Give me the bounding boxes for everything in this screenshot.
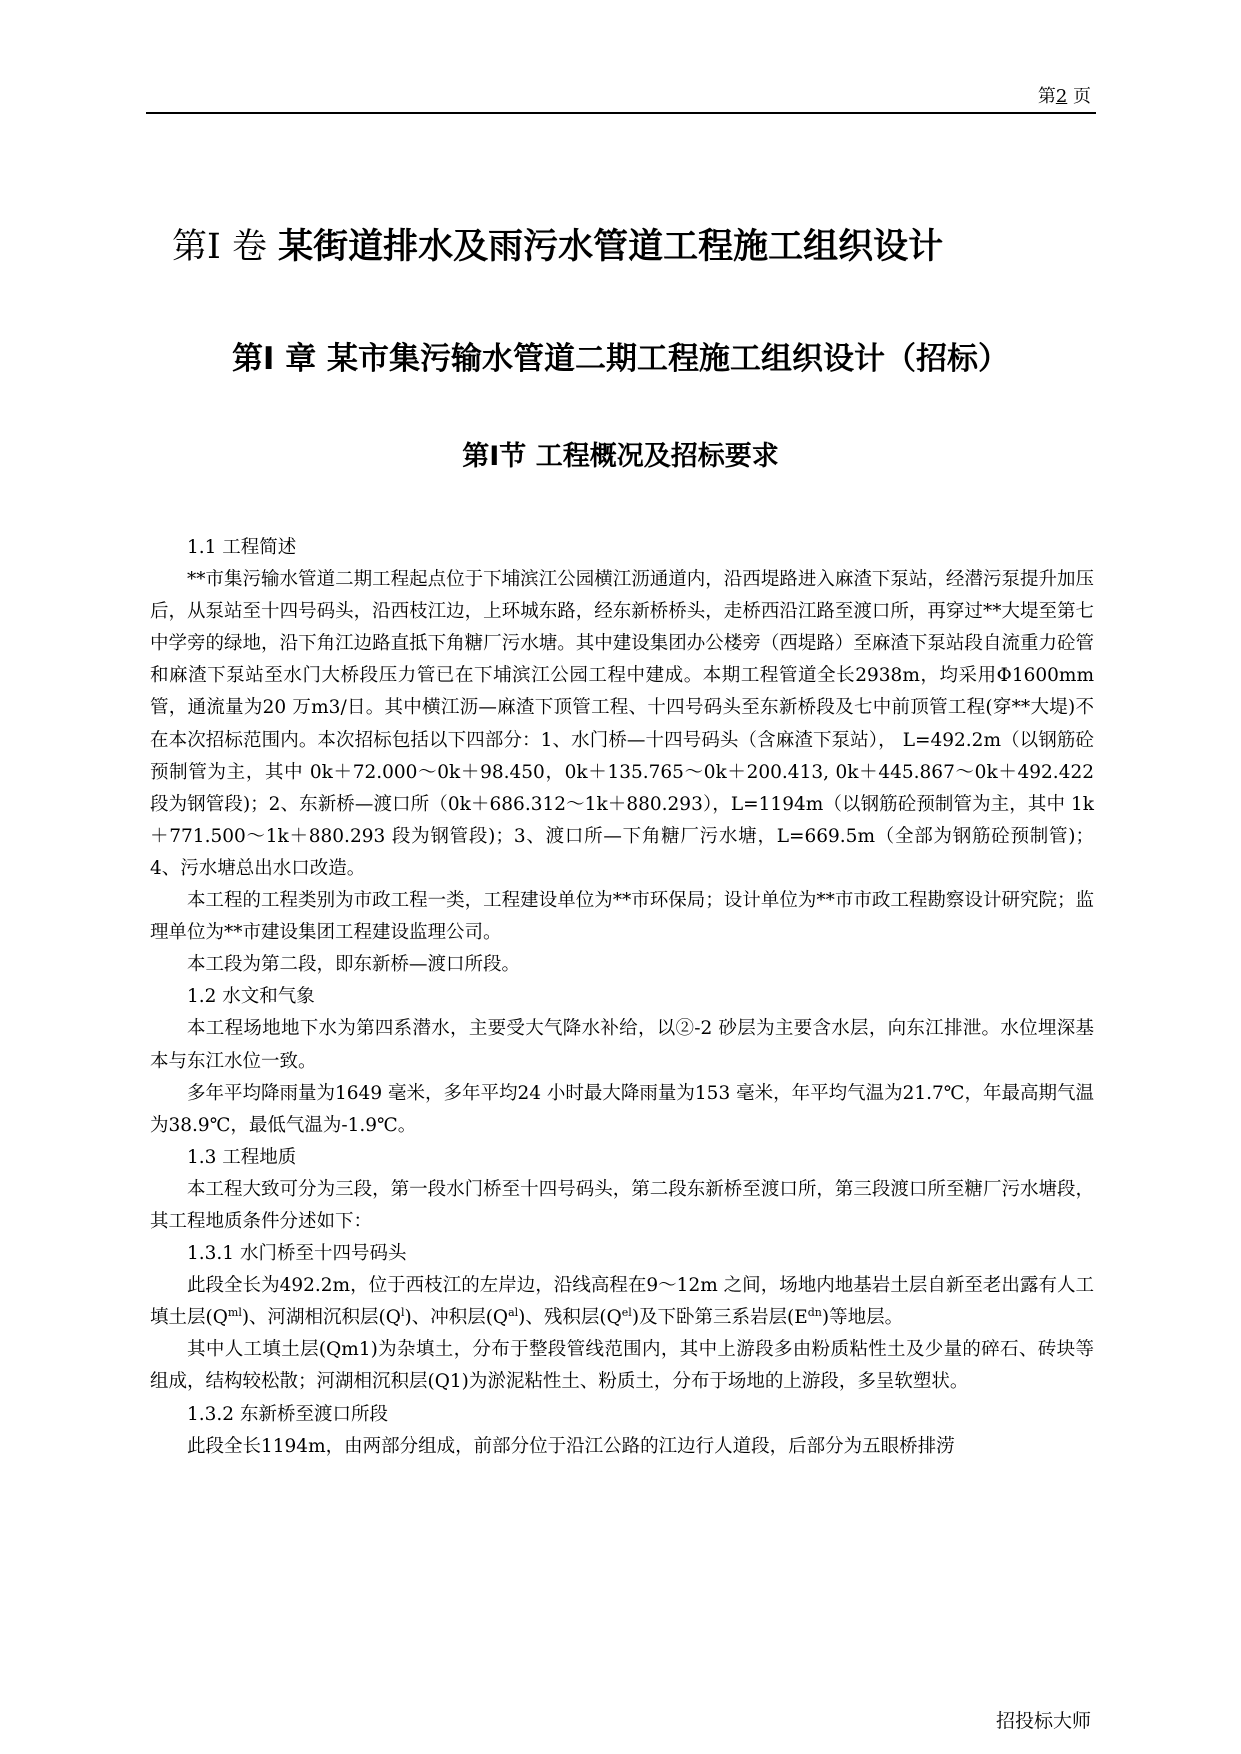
overview-paragraph: **市集污输水管道二期工程起点位于下埔滨江公园横江沥通道内，沿西堤路进入麻渣下泵站，经潜污泵提升加压后，从泵站至十四号码头，沿西枝江边，上环城东路，经东新桥桥头，走桥西沿江路至渡口所，再穿过**大堤至第七中学旁的绿地，沿下角江边路直抵下角糖厂污水塘。其中建设集团办公楼旁（西堤路）至麻渣下泵站段自流重力砼管和麻渣下泵站至水门大桥段压力管已在下埔滨江公园工程中建成。本期工程管道全长2938m，均采用Φ1600mm 管，通流量为20 万m3/日。其中横江沥—麻渣下顶管工程、十四号码头至东新桥段及七中前顶管工程(穿**大堤)不在本次招标范围内。本次招标包括以下四部分：1、水门桥—十四号码头（含麻渣下泵站）， L=492.2m（以钢筋砼预制管为主，其中 0k＋72.000～0k＋98.450，0k＋135.765～0k＋200.413, 0k＋445.867～0k＋492.422 段为钢管段)；2、东新桥—渡口所（0k＋686.312～1k＋880.293），L=1194m（以钢筋砼预制管为主，其中 1k＋771.500～1k＋880.293 段为钢管段)；3、渡口所—下角糖厂污水塘，L=669.5m（全部为钢筋砼预制管)；4、污水塘总出水口改造。 bbox=[150, 569, 1094, 879]
strata-sup-1: ml bbox=[227, 1306, 242, 1320]
subsection-1-3-2-heading: 1.3.2 东新桥至渡口所段 bbox=[187, 1403, 388, 1425]
subsection-1-2-heading: 1.2 水文和气象 bbox=[187, 986, 315, 1008]
strata-sup-2: l bbox=[400, 1306, 405, 1320]
dongxin-segment-paragraph: 此段全长1194m，由两部分组成，前部分位于沿江公路的江边行人道段，后部分为五眼桥排涝 bbox=[187, 1435, 955, 1457]
strata-text-3: )、冲积层(Q bbox=[404, 1307, 509, 1329]
strata-text-1: 此段全长为492.2m，位于西枝江的左岸边，沿线高程在9～12m 之间，场地内地基岩土层自新至老出露有人工填土层(Q bbox=[150, 1275, 1094, 1329]
strata-sup-3: al bbox=[508, 1306, 519, 1320]
page-number-value: 2 bbox=[1055, 86, 1068, 107]
volume-number: 第I 卷 bbox=[172, 227, 279, 267]
chapter-heading: 第I 章 某市集污输水管道二期工程施工组织设计（招标） bbox=[231, 341, 1010, 377]
volume-title: 某街道排水及雨污水管道工程施工组织设计 bbox=[278, 227, 944, 267]
header-rule bbox=[146, 112, 1096, 114]
footer-label: 招投标大师 bbox=[995, 1710, 1091, 1732]
strata-text-5: )及下卧第三系岩层(E bbox=[631, 1307, 808, 1329]
strata-sup-4: el bbox=[621, 1306, 632, 1320]
document-body bbox=[150, 532, 1094, 1463]
strata-text-4: )、残积层(Q bbox=[518, 1307, 622, 1329]
climate-paragraph: 多年平均降雨量为1649 毫米，多年平均24 小时最大降雨量为153 毫米，年平均气温为21.7℃，年最高期气温为38.9℃，最低气温为-1.9℃。 bbox=[150, 1082, 1094, 1136]
subsection-1-3-1-heading: 1.3.1 水门桥至十四号码头 bbox=[187, 1243, 407, 1265]
page-number-suffix: 页 bbox=[1067, 86, 1091, 107]
section-heading: 第I节 工程概况及招标要求 bbox=[462, 441, 779, 472]
parties-paragraph: 本工程的工程类别为市政工程一类，工程建设单位为**市环保局；设计单位为**市市政工程勘察设计研究院；监理单位为**市建设集团工程建设监理公司。 bbox=[150, 890, 1094, 944]
page-number-prefix: 第 bbox=[1037, 86, 1056, 107]
segment-paragraph: 本工段为第二段，即东新桥—渡口所段。 bbox=[187, 954, 521, 976]
strata-paragraph bbox=[150, 1270, 1094, 1334]
strata-sup-5: dn bbox=[807, 1306, 822, 1320]
groundwater-paragraph: 本工程场地地下水为第四系潜水，主要受大气降水补给，以②-2 砂层为主要含水层，向东江排泄。水位埋深基本与东江水位一致。 bbox=[150, 1018, 1094, 1072]
geology-intro-paragraph: 本工程大致可分为三段，第一段水门桥至十四号码头，第二段东新桥至渡口所，第三段渡口所至糖厂污水塘段，其工程地质条件分述如下： bbox=[150, 1178, 1094, 1232]
strata-text-6: )等地层。 bbox=[821, 1307, 904, 1329]
volume-heading bbox=[172, 228, 943, 267]
page-number bbox=[1038, 88, 1091, 106]
fill-layer-paragraph: 其中人工填土层(Qm1)为杂填土，分布于整段管线范围内，其中上游段多由粉质粘性土及少量的碎石、砖块等组成，结构较松散；河湖相沉积层(Q1)为淤泥粘性土、粉质土，分布于场地的上游段，多呈软塑状。 bbox=[150, 1339, 1094, 1393]
subsection-1-3-heading: 1.3 工程地质 bbox=[187, 1146, 297, 1168]
strata-text-2: )、河湖相沉积层(Q bbox=[241, 1307, 401, 1329]
subsection-1-1-heading: 1.1 工程简述 bbox=[187, 537, 297, 558]
